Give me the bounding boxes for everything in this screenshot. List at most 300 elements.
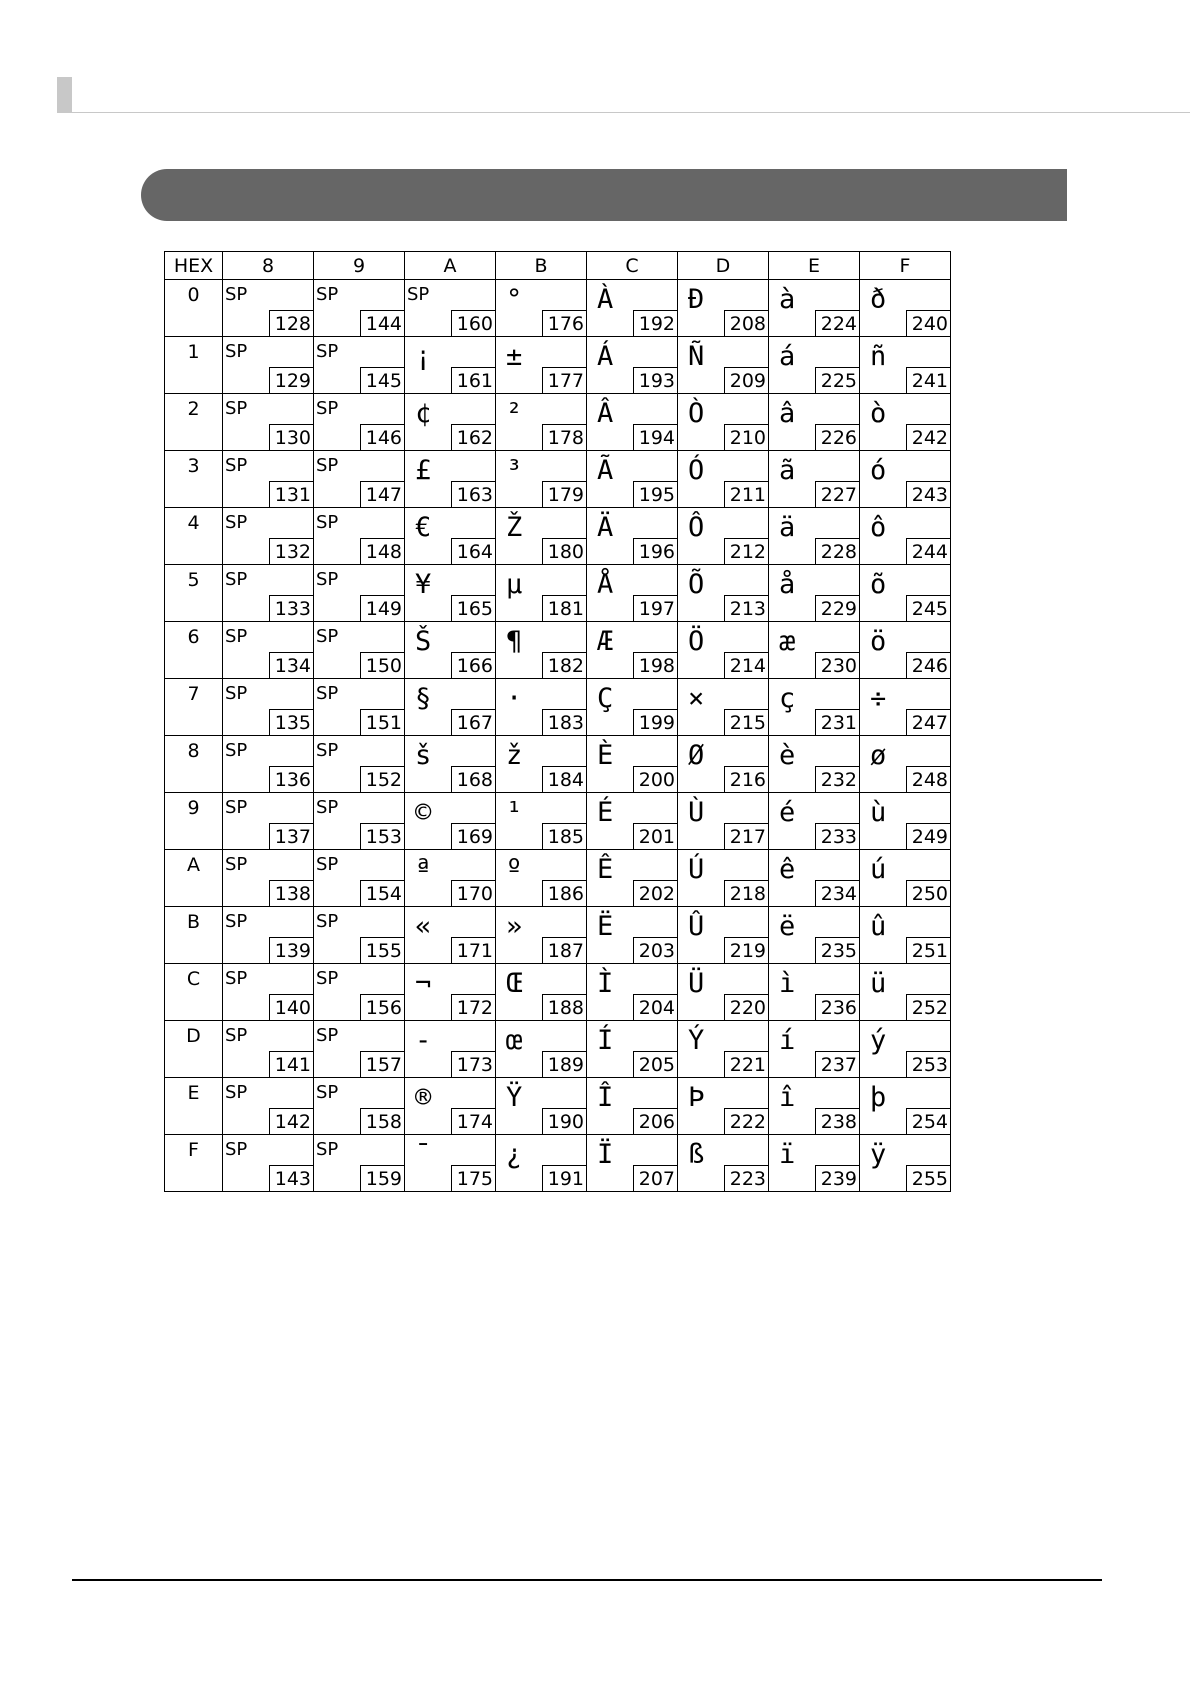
decimal-code: 247 xyxy=(906,709,950,735)
decimal-code: 253 xyxy=(906,1051,950,1077)
char-glyph: Ã xyxy=(597,455,614,486)
char-cell xyxy=(860,565,951,622)
decimal-code: 194 xyxy=(633,424,677,450)
char-cell xyxy=(314,793,405,850)
char-cell-content xyxy=(769,451,859,507)
char-cell-content xyxy=(860,736,950,792)
char-cell-content xyxy=(314,508,404,564)
char-cell xyxy=(678,907,769,964)
char-cell xyxy=(405,565,496,622)
column-header: E xyxy=(769,252,860,280)
decimal-code: 251 xyxy=(906,937,950,963)
char-glyph: SP xyxy=(225,512,248,533)
char-cell-content xyxy=(405,508,495,564)
decimal-code: 244 xyxy=(906,538,950,564)
char-cell-content xyxy=(405,394,495,450)
char-cell xyxy=(496,793,587,850)
char-glyph: µ xyxy=(506,569,523,600)
char-cell xyxy=(496,736,587,793)
char-glyph: Æ xyxy=(597,626,614,657)
char-cell-content xyxy=(587,508,677,564)
char-cell-content xyxy=(496,850,586,906)
char-cell-content xyxy=(314,394,404,450)
char-glyph: SP xyxy=(225,626,248,647)
decimal-code: 220 xyxy=(724,994,768,1020)
decimal-code: 187 xyxy=(542,937,586,963)
char-glyph: SP xyxy=(316,1082,339,1103)
char-cell-content xyxy=(860,1135,950,1191)
char-cell xyxy=(860,337,951,394)
table-row xyxy=(165,736,951,793)
char-cell xyxy=(405,850,496,907)
char-glyph: Ä xyxy=(597,512,614,543)
table-row xyxy=(165,793,951,850)
char-cell xyxy=(587,1078,678,1135)
char-cell-content xyxy=(314,565,404,621)
char-glyph: ¬ xyxy=(415,968,432,999)
decimal-code: 230 xyxy=(815,652,859,678)
char-cell-content xyxy=(587,793,677,849)
row-header: E xyxy=(165,1078,223,1135)
char-glyph: Ö xyxy=(688,626,705,657)
char-cell-content xyxy=(405,964,495,1020)
char-glyph: ë xyxy=(779,911,796,942)
header-row xyxy=(165,252,951,280)
char-glyph: £ xyxy=(415,455,432,486)
char-cell xyxy=(678,508,769,565)
char-cell-content xyxy=(769,679,859,735)
char-cell xyxy=(314,451,405,508)
char-cell xyxy=(860,679,951,736)
char-cell xyxy=(314,565,405,622)
decimal-code: 158 xyxy=(360,1108,404,1134)
char-cell xyxy=(587,679,678,736)
section-title-bar xyxy=(141,169,1067,221)
char-cell xyxy=(860,451,951,508)
decimal-code: 182 xyxy=(542,652,586,678)
char-glyph: ô xyxy=(870,512,887,543)
char-cell-content xyxy=(678,394,768,450)
char-glyph: ² xyxy=(506,398,523,429)
decimal-code: 143 xyxy=(269,1165,313,1191)
char-cell-content xyxy=(314,850,404,906)
char-cell xyxy=(587,793,678,850)
decimal-code: 160 xyxy=(451,310,495,336)
char-glyph: à xyxy=(779,284,796,315)
char-glyph: á xyxy=(779,341,796,372)
char-cell xyxy=(769,1135,860,1192)
table-row xyxy=(165,337,951,394)
char-cell-content xyxy=(769,337,859,393)
decimal-code: 228 xyxy=(815,538,859,564)
char-glyph: œ xyxy=(506,1025,523,1056)
decimal-code: 152 xyxy=(360,766,404,792)
char-glyph: Ç xyxy=(597,683,614,714)
decimal-code: 134 xyxy=(269,652,313,678)
row-header: 8 xyxy=(165,736,223,793)
char-cell-content xyxy=(587,850,677,906)
char-cell-content xyxy=(405,1021,495,1077)
table-body xyxy=(165,280,951,1192)
char-cell xyxy=(314,1078,405,1135)
char-glyph: ó xyxy=(870,455,887,486)
char-cell xyxy=(496,1078,587,1135)
decimal-code: 177 xyxy=(542,367,586,393)
char-cell xyxy=(769,622,860,679)
char-glyph: Ô xyxy=(688,512,705,543)
char-glyph: SP xyxy=(316,740,339,761)
char-glyph: SP xyxy=(316,854,339,875)
char-cell xyxy=(405,793,496,850)
char-cell xyxy=(769,964,860,1021)
decimal-code: 147 xyxy=(360,481,404,507)
char-glyph: Ÿ xyxy=(506,1082,523,1113)
char-glyph: ¯ xyxy=(415,1139,432,1170)
char-cell xyxy=(587,337,678,394)
decimal-code: 135 xyxy=(269,709,313,735)
row-header: B xyxy=(165,907,223,964)
char-cell xyxy=(223,451,314,508)
char-glyph: Õ xyxy=(688,569,705,600)
char-cell xyxy=(678,622,769,679)
char-cell-content xyxy=(678,964,768,1020)
char-cell-content xyxy=(678,1021,768,1077)
char-glyph: SP xyxy=(316,512,339,533)
char-cell xyxy=(678,964,769,1021)
char-glyph: Ø xyxy=(688,740,705,771)
decimal-code: 167 xyxy=(451,709,495,735)
row-header: 6 xyxy=(165,622,223,679)
decimal-code: 212 xyxy=(724,538,768,564)
char-cell xyxy=(860,793,951,850)
row-header: 9 xyxy=(165,793,223,850)
char-glyph: SP xyxy=(316,797,339,818)
row-header: D xyxy=(165,1021,223,1078)
char-glyph: SP xyxy=(225,740,248,761)
char-cell-content xyxy=(223,622,313,678)
decimal-code: 245 xyxy=(906,595,950,621)
char-glyph: ß xyxy=(688,1139,705,1170)
char-cell-content xyxy=(405,451,495,507)
char-cell-content xyxy=(769,1135,859,1191)
char-cell-content xyxy=(769,793,859,849)
char-cell xyxy=(678,736,769,793)
char-glyph: È xyxy=(597,740,614,771)
char-glyph: ò xyxy=(870,398,887,429)
char-cell xyxy=(314,508,405,565)
decimal-code: 145 xyxy=(360,367,404,393)
decimal-code: 209 xyxy=(724,367,768,393)
char-glyph: SP xyxy=(316,911,339,932)
char-cell xyxy=(860,1021,951,1078)
char-cell xyxy=(769,850,860,907)
char-glyph: ú xyxy=(870,854,887,885)
char-cell xyxy=(405,337,496,394)
char-glyph: Ë xyxy=(597,911,614,942)
char-cell xyxy=(860,736,951,793)
char-glyph: Ó xyxy=(688,455,705,486)
char-cell xyxy=(223,1078,314,1135)
decimal-code: 146 xyxy=(360,424,404,450)
char-cell xyxy=(405,451,496,508)
char-glyph: SP xyxy=(225,968,248,989)
decimal-code: 141 xyxy=(269,1051,313,1077)
char-glyph: SP xyxy=(316,569,339,590)
table-row xyxy=(165,1078,951,1135)
char-cell-content xyxy=(860,793,950,849)
decimal-code: 204 xyxy=(633,994,677,1020)
char-cell xyxy=(769,1021,860,1078)
decimal-code: 210 xyxy=(724,424,768,450)
decimal-code: 138 xyxy=(269,880,313,906)
char-cell-content xyxy=(678,1078,768,1134)
decimal-code: 163 xyxy=(451,481,495,507)
table-row xyxy=(165,622,951,679)
decimal-code: 159 xyxy=(360,1165,404,1191)
char-glyph: · xyxy=(506,683,523,714)
char-cell-content xyxy=(769,280,859,336)
decimal-code: 249 xyxy=(906,823,950,849)
decimal-code: 137 xyxy=(269,823,313,849)
char-cell xyxy=(496,1135,587,1192)
header-rule xyxy=(57,112,1190,113)
decimal-code: 144 xyxy=(360,310,404,336)
decimal-code: 238 xyxy=(815,1108,859,1134)
char-cell-content xyxy=(314,337,404,393)
decimal-code: 188 xyxy=(542,994,586,1020)
char-glyph: SP xyxy=(316,455,339,476)
char-cell-content xyxy=(860,394,950,450)
char-cell xyxy=(860,964,951,1021)
char-cell-content xyxy=(860,451,950,507)
char-cell-content xyxy=(496,394,586,450)
char-cell xyxy=(678,565,769,622)
decimal-code: 131 xyxy=(269,481,313,507)
char-glyph: ÿ xyxy=(870,1139,887,1170)
decimal-code: 178 xyxy=(542,424,586,450)
char-cell-content xyxy=(314,907,404,963)
char-cell-content xyxy=(860,280,950,336)
decimal-code: 166 xyxy=(451,652,495,678)
column-header: 8 xyxy=(223,252,314,280)
char-cell xyxy=(678,679,769,736)
char-cell xyxy=(678,850,769,907)
char-cell xyxy=(496,964,587,1021)
char-cell xyxy=(405,736,496,793)
decimal-code: 235 xyxy=(815,937,859,963)
decimal-code: 150 xyxy=(360,652,404,678)
char-cell-content xyxy=(223,907,313,963)
char-glyph: Ì xyxy=(597,968,614,999)
char-cell xyxy=(769,907,860,964)
char-glyph: ç xyxy=(779,683,796,714)
table-row xyxy=(165,508,951,565)
char-glyph: â xyxy=(779,398,796,429)
char-cell-content xyxy=(769,394,859,450)
char-cell-content xyxy=(496,508,586,564)
char-cell xyxy=(405,1078,496,1135)
char-cell-content xyxy=(223,736,313,792)
char-glyph: SP xyxy=(225,683,248,704)
char-cell xyxy=(587,280,678,337)
char-cell xyxy=(496,850,587,907)
decimal-code: 221 xyxy=(724,1051,768,1077)
char-glyph: ¹ xyxy=(506,797,523,828)
char-glyph: SP xyxy=(225,1139,248,1160)
char-cell xyxy=(223,1135,314,1192)
decimal-code: 197 xyxy=(633,595,677,621)
row-header: 5 xyxy=(165,565,223,622)
char-cell-content xyxy=(678,1135,768,1191)
char-cell-content xyxy=(769,508,859,564)
char-cell xyxy=(587,508,678,565)
decimal-code: 254 xyxy=(906,1108,950,1134)
char-cell-content xyxy=(405,1078,495,1134)
char-cell-content xyxy=(223,565,313,621)
char-glyph: Ï xyxy=(597,1139,614,1170)
char-cell-content xyxy=(405,850,495,906)
decimal-code: 216 xyxy=(724,766,768,792)
char-cell xyxy=(405,907,496,964)
char-cell-content xyxy=(860,508,950,564)
char-cell xyxy=(860,280,951,337)
char-glyph: § xyxy=(415,683,432,714)
decimal-code: 165 xyxy=(451,595,495,621)
char-glyph: ê xyxy=(779,854,796,885)
char-cell-content xyxy=(314,736,404,792)
table-row xyxy=(165,565,951,622)
char-cell-content xyxy=(587,565,677,621)
decimal-code: 215 xyxy=(724,709,768,735)
char-glyph: ¿ xyxy=(506,1139,523,1170)
char-cell-content xyxy=(769,850,859,906)
char-cell xyxy=(769,394,860,451)
char-cell xyxy=(769,508,860,565)
char-cell xyxy=(405,280,496,337)
row-header: 1 xyxy=(165,337,223,394)
column-header: 9 xyxy=(314,252,405,280)
char-glyph: Ú xyxy=(688,854,705,885)
char-cell xyxy=(587,1135,678,1192)
decimal-code: 157 xyxy=(360,1051,404,1077)
column-header: B xyxy=(496,252,587,280)
char-cell-content xyxy=(860,964,950,1020)
char-cell xyxy=(769,793,860,850)
decimal-code: 237 xyxy=(815,1051,859,1077)
decimal-code: 181 xyxy=(542,595,586,621)
char-glyph: ž xyxy=(506,740,523,771)
char-cell xyxy=(223,964,314,1021)
char-glyph: SP xyxy=(225,854,248,875)
decimal-code: 241 xyxy=(906,367,950,393)
char-glyph: Ü xyxy=(688,968,705,999)
char-cell xyxy=(769,1078,860,1135)
char-cell-content xyxy=(496,337,586,393)
char-cell-content xyxy=(223,508,313,564)
char-glyph: SP xyxy=(316,968,339,989)
char-cell xyxy=(223,394,314,451)
decimal-code: 199 xyxy=(633,709,677,735)
char-cell xyxy=(496,337,587,394)
char-glyph: ï xyxy=(779,1139,796,1170)
char-cell-content xyxy=(496,1135,586,1191)
char-glyph: SP xyxy=(316,1025,339,1046)
char-cell xyxy=(769,565,860,622)
char-cell-content xyxy=(223,1021,313,1077)
char-cell-content xyxy=(587,1078,677,1134)
char-cell xyxy=(314,1021,405,1078)
char-glyph: × xyxy=(688,683,705,714)
char-cell-content xyxy=(678,508,768,564)
char-cell xyxy=(314,394,405,451)
char-cell xyxy=(587,964,678,1021)
decimal-code: 219 xyxy=(724,937,768,963)
char-cell-content xyxy=(496,451,586,507)
decimal-code: 239 xyxy=(815,1165,859,1191)
char-glyph: Í xyxy=(597,1025,614,1056)
char-glyph: Š xyxy=(415,626,432,657)
decimal-code: 226 xyxy=(815,424,859,450)
decimal-code: 148 xyxy=(360,538,404,564)
char-cell-content xyxy=(223,337,313,393)
table-row xyxy=(165,907,951,964)
char-cell-content xyxy=(860,1078,950,1134)
char-cell-content xyxy=(769,1078,859,1134)
decimal-code: 136 xyxy=(269,766,313,792)
char-cell xyxy=(678,451,769,508)
char-cell-content xyxy=(860,1021,950,1077)
char-cell xyxy=(587,907,678,964)
char-glyph: SP xyxy=(225,1025,248,1046)
char-cell xyxy=(678,1078,769,1135)
char-glyph: º xyxy=(506,854,523,885)
char-cell xyxy=(587,850,678,907)
char-cell-content xyxy=(678,736,768,792)
char-glyph: SP xyxy=(316,341,339,362)
char-cell xyxy=(860,907,951,964)
decimal-code: 201 xyxy=(633,823,677,849)
char-cell xyxy=(769,451,860,508)
char-glyph: SP xyxy=(225,797,248,818)
char-cell xyxy=(314,337,405,394)
char-cell xyxy=(769,679,860,736)
char-cell-content xyxy=(223,679,313,735)
decimal-code: 217 xyxy=(724,823,768,849)
table-row xyxy=(165,451,951,508)
decimal-code: 155 xyxy=(360,937,404,963)
char-cell-content xyxy=(223,280,313,336)
char-glyph: © xyxy=(415,797,432,828)
char-glyph: Ò xyxy=(688,398,705,429)
char-cell-content xyxy=(678,850,768,906)
char-cell-content xyxy=(314,1021,404,1077)
char-cell-content xyxy=(587,736,677,792)
char-cell xyxy=(223,622,314,679)
char-glyph: Å xyxy=(597,569,614,600)
char-cell xyxy=(314,679,405,736)
decimal-code: 149 xyxy=(360,595,404,621)
decimal-code: 154 xyxy=(360,880,404,906)
char-glyph: õ xyxy=(870,569,887,600)
decimal-code: 164 xyxy=(451,538,495,564)
char-cell-content xyxy=(496,907,586,963)
char-glyph: ü xyxy=(870,968,887,999)
char-glyph: Þ xyxy=(688,1082,705,1113)
char-glyph: î xyxy=(779,1082,796,1113)
char-cell xyxy=(587,565,678,622)
char-glyph: ¥ xyxy=(415,569,432,600)
char-cell-content xyxy=(405,793,495,849)
